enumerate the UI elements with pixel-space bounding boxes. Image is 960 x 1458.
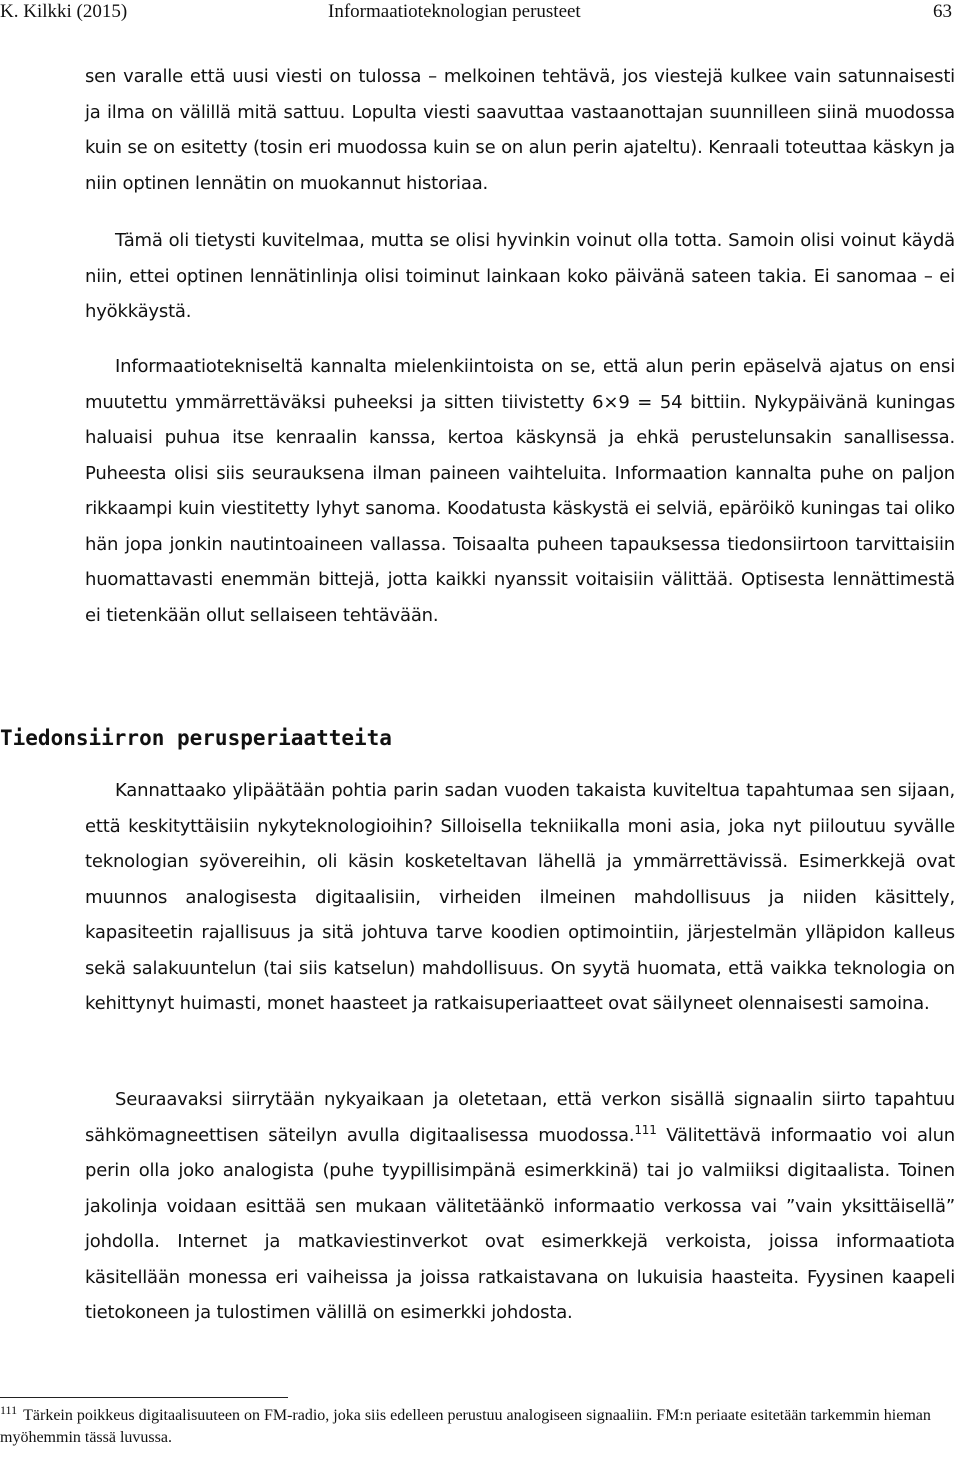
- page-header: [0, 0, 952, 24]
- paragraph-5: [85, 1082, 955, 1331]
- header-author: K. Kilkki (2015): [0, 1, 128, 22]
- footnote-divider: [0, 1397, 288, 1398]
- footnote-text: Tärkein poikkeus digitaalisuuteen on FM-radio, joka siis edelleen perustuu analogiseen signaaliin. FM:n periaate esitetään tarkemmin hieman myöhemmin tässä luvussa.: [0, 1407, 931, 1446]
- section-heading: Tiedonsiirron perusperiaatteita: [0, 726, 392, 750]
- page-number: 63: [933, 1, 952, 22]
- paragraph-3: Informaatiotekniseltä kannalta mielenkiintoista on se, että alun perin epäselvä ajatus on ensi muutettu ymmärrettäväksi puheeksi ja sitten tiivistetty 6×9 = 54 bittiin. Nykypäivänä kuningas haluaisi puhua itse kenraalin kanssa, kertoa käskynsä ja ehkä perustelunsakin sanallisessa. Puheesta olisi siis seurauksena ilman paineen vaihteluita. Informaation kannalta puhe on paljon rikkaampi kuin viestitetty lyhyt sanoma. Koodatusta käskystä ei selviä, epäröikö kuningas tai oliko hän jopa jonkin nautintoaineen vallassa. Toisaalta puheen tapauksessa tiedonsiirtoon tarvittaisiin huomattavasti enemmän bittejä, jotta kaikki nyanssit voitaisiin välittää. Optisesta lennättimestä ei tietenkään ollut sellaiseen tehtävään.: [85, 356, 955, 626]
- footnote-reference[interactable]: 111: [634, 1122, 657, 1137]
- footnote: [0, 1402, 940, 1449]
- paragraph-5-text-a: Seuraavaksi siirrytään nykyaikaan ja oletetaan, että verkon sisällä signaalin siirto tapahtuu sähkömagneettisen säteilyn avulla digitaalisessa muodossa.: [85, 1089, 955, 1146]
- paragraph-5-text-b: Välitettävä informaatio voi alun perin olla joko analogista (puhe tyypillisimpänä esimerkkinä) tai jo valmiiksi digitaalista. Toinen jakolinja voidaan esittää sen mukaan välitetäänkö informaatio verkossa vai ”vain yksittäisellä” johdolla. Internet ja matkaviestinverkot ovat esimerkkejä verkoista, joissa informaatiota käsitellään monessa eri vaiheissa ja joissa ratkaistavana on lukuisia haasteita. Fyysinen kaapeli tietokoneen ja tulostimen välillä on esimerkki johdosta.: [85, 1124, 956, 1323]
- footnote-number: 111: [0, 1402, 18, 1417]
- paragraph-1: sen varalle että uusi viesti on tulossa – melkoinen tehtävä, jos viestejä kulkee vain satunnaisesti ja ilma on välillä mitä sattuu. Lopulta viesti saavuttaa vastaanottajan suunnilleen siinä muodossa kuin se on esitetty (tosin eri muodossa kuin se on alun perin ajateltu). Kenraali toteuttaa käskyn ja niin optinen lennätin on muokannut historiaa.: [85, 66, 955, 194]
- paragraph-2: Tämä oli tietysti kuvitelmaa, mutta se olisi hyvinkin voinut olla totta. Samoin olisi voinut käydä niin, ettei optinen lennätinlinja olisi toiminut lainkaan koko päivänä sateen takia. Ei sanomaa – ei hyökkäystä.: [85, 230, 955, 322]
- paragraph-4: Kannattaako ylipäätään pohtia parin sadan vuoden takaista kuviteltua tapahtumaa sen sijaan, että keskityttäisiin nykyteknologioihin? Silloisella tekniikalla moni asia, joka nyt piiloutuu syvälle teknologian syövereihin, oli käsin kosketeltavan lähellä ja ymmärrettävissä. Esimerkkejä ovat muunnos analogisesta digitaalisiin, virheiden ilmeinen mahdollisuus ja niiden käsittely, kapasiteetin rajallisuus ja sitä johtuva tarve koodien optimointiin, järjestelmän ylläpidon kalleus sekä salakuuntelun (tai siis katselun) mahdollisuus. On syytä huomata, että vaikka teknologia on kehittynyt huimasti, monet haasteet ja ratkaisuperiaatteet ovat säilyneet olennaisesti samoina.: [85, 780, 955, 1014]
- header-title: Informaatioteknologian perusteet: [328, 1, 581, 22]
